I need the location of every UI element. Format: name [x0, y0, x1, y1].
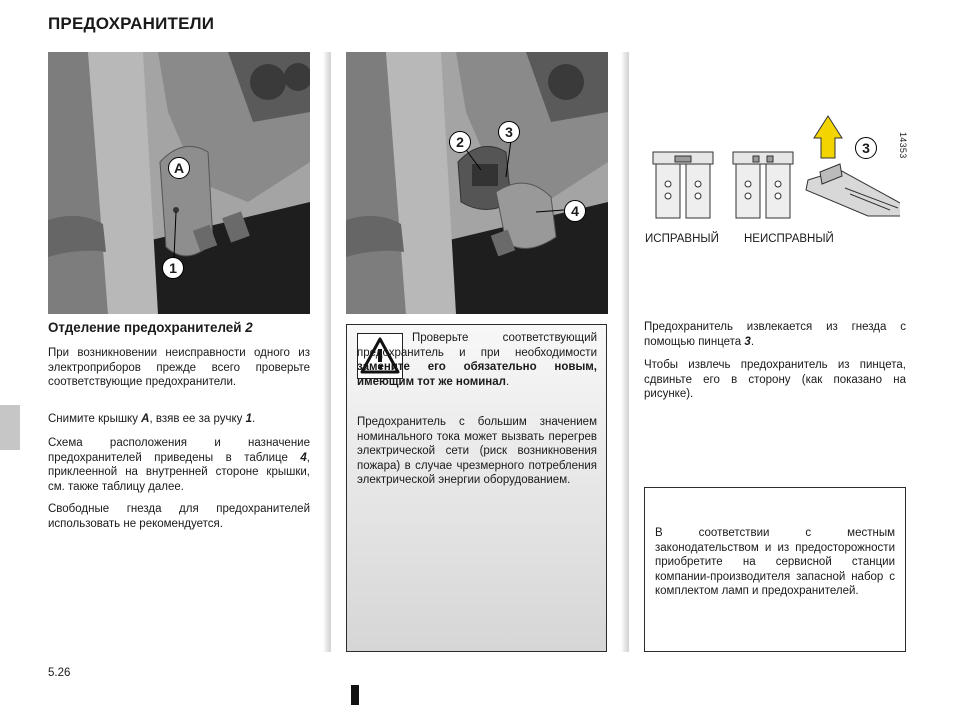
callout-A: A: [168, 157, 190, 179]
column-divider-left: [323, 52, 331, 652]
column-divider-right: [621, 52, 629, 652]
callout-2: 2: [449, 131, 471, 153]
callout-4: 4: [564, 200, 586, 222]
info-box: [644, 487, 906, 652]
left-paragraph-2: Снимите крышку A, взяв ее за ручку 1.: [48, 413, 256, 425]
fuse-illustration: [640, 112, 900, 222]
page-number: 5.26: [48, 667, 71, 679]
left-paragraph-1: При возникновении неисправности одного из электроприборов прежде всего проверьте соответствующие предохранители.: [48, 347, 310, 388]
section-subheading: Отделение предохранителей 2: [48, 320, 253, 335]
right-paragraph-1: Предохранитель извлекается из гнезда с помощью пинцета 3.: [644, 321, 906, 348]
warning-paragraph-1: Проверьте соответствующий предохранитель и при необходимости замените его обязательно новым, имеющим тот же номинал.: [357, 332, 597, 388]
up-arrow-icon: [814, 116, 842, 158]
warning-paragraph-2: Предохранитель с большим значением номинального тока может вызвать перегрев электрической сети (риск возникновения пожара) в случае чрезмерного потребления электрической энергии оборудованием.: [357, 416, 597, 486]
callout-3-right: 3: [855, 137, 877, 159]
callout-3: 3: [498, 121, 520, 143]
figure-code-right: 14353: [898, 132, 908, 159]
left-paragraph-4: Свободные гнезда для предохранителей использовать не рекомендуется.: [48, 503, 310, 530]
info-box-text: В соответствии с местным законодательством и из предосторожности приобретите на сервисной станции компании-производителя запасной набор с комплектом ламп и предохранителей.: [655, 527, 895, 597]
blown-fuse-label: НЕИСПРАВНЫЙ: [744, 233, 834, 245]
right-paragraph-2: Чтобы извлечь предохранитель из пинцета, сдвиньте его в сторону (как показано на рисунке).: [644, 359, 906, 400]
chapter-tab: [0, 405, 20, 450]
page-title: ПРЕДОХРАНИТЕЛИ: [48, 14, 215, 33]
good-fuse-icon: [653, 152, 713, 218]
warning-box: [346, 324, 607, 652]
dashboard-illustration-middle: [346, 52, 608, 314]
blown-fuse-icon: [733, 152, 793, 218]
good-fuse-label: ИСПРАВНЫЙ: [645, 233, 719, 245]
left-paragraph-3: Схема расположения и назначение предохранителей приведены в таблице 4, приклеенной на внутренней стороне крышки, см. также таблицу далее.: [48, 437, 310, 493]
callout-1: 1: [162, 257, 184, 279]
page-marker: [351, 685, 359, 705]
dashboard-photo-middle: [346, 52, 608, 314]
tweezers-icon: [806, 164, 900, 216]
